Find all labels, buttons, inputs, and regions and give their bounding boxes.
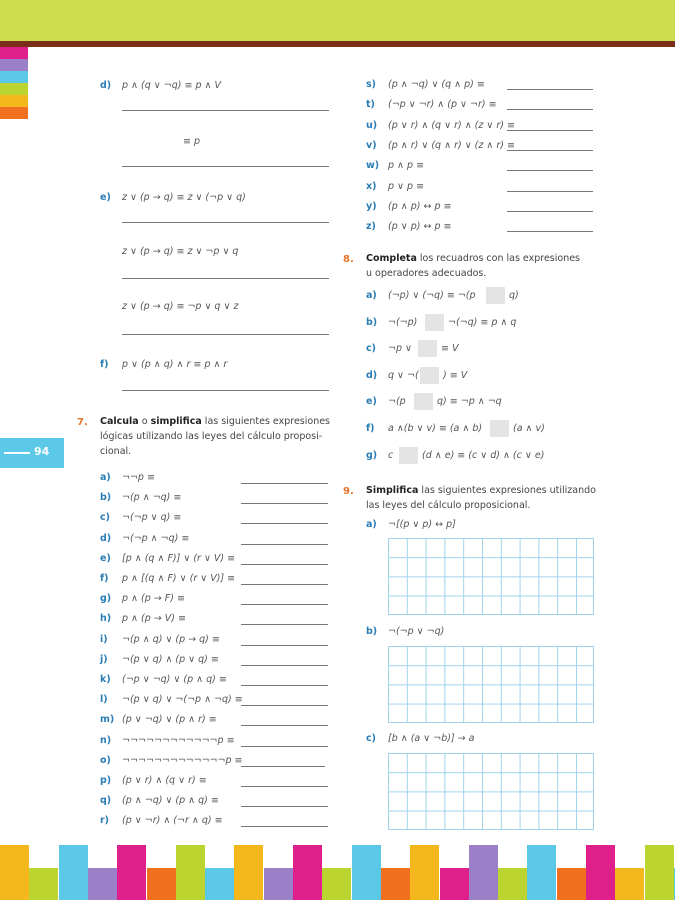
fill-in-box[interactable] <box>414 393 433 410</box>
fill-in-box[interactable] <box>486 287 505 304</box>
bottom-stripe <box>0 845 29 900</box>
answer-line[interactable] <box>241 544 328 545</box>
item-label: f) <box>366 423 375 434</box>
item-label: n) <box>100 734 112 746</box>
bottom-stripe <box>381 868 410 900</box>
expression: (p ∨ p) ↔ p ≡ <box>388 221 452 233</box>
item-label: d) <box>100 80 112 91</box>
expression: (¬p ∨ ¬q) ∨ (p ∧ q) ≡ <box>122 674 227 685</box>
item-label: g) <box>100 593 112 605</box>
expression-pre: q ∨ ¬( <box>388 369 419 381</box>
item-label: i) <box>100 633 108 645</box>
bottom-stripe <box>615 868 644 900</box>
answer-line[interactable] <box>241 705 328 706</box>
answer-line[interactable] <box>507 191 593 192</box>
bottom-color-bar <box>0 845 675 900</box>
bottom-stripe <box>29 868 58 900</box>
answer-line[interactable] <box>507 231 593 232</box>
expression: p ∧ p ≡ <box>388 160 425 172</box>
bottom-stripe <box>147 868 176 900</box>
answer-line[interactable] <box>507 170 593 171</box>
expression-post: q) ≡ ¬p ∧ ¬q <box>437 396 502 408</box>
expression-post: ≡ V <box>441 343 459 355</box>
exercise-9-instructions <box>366 483 598 513</box>
answer-line[interactable] <box>241 604 328 605</box>
item-label: k) <box>100 674 111 685</box>
expression: p ∨ (p ∧ q) ∧ r ≡ p ∧ r <box>122 359 228 370</box>
text: o <box>138 416 151 427</box>
answer-grid[interactable] <box>388 538 594 615</box>
item-label: b) <box>366 626 378 637</box>
expression: ¬¬¬¬¬¬¬¬¬¬¬¬¬p ≡ <box>122 754 243 766</box>
answer-line[interactable] <box>122 166 329 167</box>
item-label: a) <box>100 472 111 483</box>
item-label: e) <box>366 396 377 408</box>
expression: p ∨ p ≡ <box>388 180 425 192</box>
side-stripe <box>0 83 28 95</box>
answer-grid[interactable] <box>388 753 594 830</box>
item-label: z) <box>366 221 376 233</box>
tab-line <box>4 452 30 454</box>
expression: ¬¬¬¬¬¬¬¬¬¬¬¬p ≡ <box>122 734 235 746</box>
item-label: c) <box>366 343 376 355</box>
expression-post: (a ∧ v) <box>513 423 545 434</box>
text: lógicas utilizando las leyes del cálculo proposi- <box>100 431 323 442</box>
expression: (p ∨ ¬q) ∨ (p ∧ r) ≡ <box>122 714 217 726</box>
side-color-stripes <box>0 47 28 119</box>
expression: ¬(p ∨ q) ∨ ¬(¬p ∧ ¬q) ≡ <box>122 694 243 706</box>
answer-line[interactable] <box>241 746 328 747</box>
item-label: e) <box>100 552 111 564</box>
item-label: w) <box>366 160 380 172</box>
expression: p ∧ (p → V) ≡ <box>122 613 186 625</box>
item-label: a) <box>366 290 377 301</box>
side-stripe <box>0 47 28 59</box>
side-stripe <box>0 95 28 107</box>
bottom-stripe <box>645 845 674 900</box>
expression: (p ∨ r) ∧ (q ∨ r) ≡ <box>122 775 207 786</box>
bottom-stripe <box>557 868 586 900</box>
answer-line[interactable] <box>241 503 328 504</box>
expression: (p ∧ ¬q) ∨ (p ∧ q) ≡ <box>122 795 219 807</box>
bottom-stripe <box>469 845 498 900</box>
expression-pre: ¬(¬p) <box>388 316 418 328</box>
item-label: u) <box>366 119 378 131</box>
answer-line[interactable] <box>507 130 593 131</box>
item-label: f) <box>100 359 109 370</box>
expression: ¬(¬p ∨ ¬q) <box>388 626 445 637</box>
item-label: o) <box>100 754 111 766</box>
expression: p ∧ (p → F) ≡ <box>122 593 185 605</box>
side-stripe <box>0 107 28 119</box>
answer-line[interactable] <box>241 523 328 524</box>
expression-pre: (¬p) ∨ (¬q) ≡ ¬(p <box>388 290 476 301</box>
expression: (p ∨ r) ∧ (q ∨ r) ∧ (z ∨ r) ≡ <box>388 119 515 131</box>
text: cional. <box>100 446 132 457</box>
bottom-stripe <box>410 845 439 900</box>
exercise-8-number: 8. <box>343 254 354 265</box>
item-label: x) <box>366 180 377 192</box>
fill-in-box[interactable] <box>490 420 509 437</box>
answer-line[interactable] <box>241 584 328 585</box>
item-label: a) <box>366 519 377 530</box>
answer-line[interactable] <box>122 222 329 223</box>
expression: [p ∧ (q ∧ F)] ∨ (r ∨ V) ≡ <box>122 552 236 564</box>
expression-post: (d ∧ e) ≡ (c ∨ d) ∧ (c ∨ e) <box>422 449 545 461</box>
fill-in-box[interactable] <box>418 340 437 357</box>
keyword: Completa <box>366 253 417 264</box>
item-label: g) <box>366 449 378 461</box>
expression: ¬(p ∨ q) ∧ (p ∨ q) ≡ <box>122 653 219 665</box>
expression: p ∧ [(q ∧ F) ∨ (r ∨ V)] ≡ <box>122 573 236 584</box>
answer-line[interactable] <box>241 564 328 565</box>
bottom-stripe <box>176 845 205 900</box>
expression: (¬p ∨ ¬r) ∧ (p ∨ ¬r) ≡ <box>388 99 497 111</box>
exercise-8-instructions <box>366 251 598 281</box>
item-label: d) <box>366 369 378 381</box>
item-label: r) <box>100 815 110 827</box>
fill-in-box[interactable] <box>399 447 418 464</box>
page-number: 94 <box>34 445 50 458</box>
item-label: s) <box>366 79 376 90</box>
answer-line[interactable] <box>241 483 328 484</box>
expression-pre: ¬(p <box>388 396 406 408</box>
bottom-stripe <box>205 868 234 900</box>
item-label: f) <box>100 573 109 584</box>
top-color-band <box>0 0 675 41</box>
answer-line[interactable] <box>241 826 328 827</box>
item-label: m) <box>100 714 115 726</box>
fill-in-box[interactable] <box>420 367 439 384</box>
answer-line[interactable] <box>122 110 329 111</box>
answer-line[interactable] <box>122 334 329 335</box>
bottom-stripe <box>498 868 527 900</box>
expression-pre: ¬p ∨ <box>388 343 412 355</box>
expression-pre: a ∧(b ∨ v) ≡ (a ∧ b) <box>388 423 483 434</box>
item-label: c) <box>366 733 376 744</box>
item-label: q) <box>100 795 112 807</box>
side-stripe <box>0 59 28 71</box>
item-label: b) <box>366 316 378 328</box>
exercise-9-number: 9. <box>343 486 354 497</box>
text: las siguientes expresiones utilizando <box>418 485 596 496</box>
text: u operadores adecuados. <box>366 268 487 279</box>
expression: ¬[(p ∨ p) ↔ p] <box>388 519 456 530</box>
bottom-stripe <box>527 845 556 900</box>
bottom-stripe <box>59 845 88 900</box>
exercise-7-number: 7. <box>77 417 88 428</box>
text: las leyes del cálculo proposicional. <box>366 500 531 511</box>
expression: (p ∧ ¬q) ∨ (q ∧ p) ≡ <box>388 79 485 90</box>
item-label: v) <box>366 139 377 151</box>
expression-post: q) <box>509 290 519 301</box>
item-label: c) <box>100 512 110 524</box>
bottom-stripe <box>586 845 615 900</box>
item-label: j) <box>100 653 108 665</box>
text: las siguientes expresiones <box>201 416 331 427</box>
text: los recuadros con las expresiones <box>416 253 581 264</box>
bottom-stripe <box>440 868 469 900</box>
answer-line[interactable] <box>507 150 593 151</box>
expression: z ∨ (p → q) ≡ z ∨ ¬p ∨ q <box>122 246 239 257</box>
top-rule <box>0 41 675 47</box>
answer-line[interactable] <box>241 624 328 625</box>
bottom-stripe <box>322 868 351 900</box>
answer-line[interactable] <box>507 109 593 110</box>
bottom-stripe <box>234 845 263 900</box>
expression: ¬(p ∧ ¬q) ≡ <box>122 492 182 504</box>
keyword: simplifica <box>150 416 202 427</box>
expression: (p ∧ r) ∨ (q ∧ r) ∨ (z ∧ r) ≡ <box>388 139 515 151</box>
answer-line[interactable] <box>241 806 328 807</box>
keyword: Simplifica <box>366 485 419 496</box>
bottom-stripe <box>88 868 117 900</box>
answer-line[interactable] <box>507 89 593 90</box>
expression-post: ) ≡ V <box>443 369 468 381</box>
item-label: l) <box>100 694 108 706</box>
expression: ¬¬p ≡ <box>122 472 155 483</box>
item-label: t) <box>366 99 375 111</box>
answer-line[interactable] <box>241 645 328 646</box>
bottom-stripe <box>264 868 293 900</box>
expression-post: ¬(¬q) ≡ p ∧ q <box>448 316 517 328</box>
expression: ¬(p ∧ q) ∨ (p → q) ≡ <box>122 633 220 645</box>
expression: p ∧ (q ∨ ¬q) ≡ p ∧ V <box>122 80 221 91</box>
answer-line[interactable] <box>241 725 328 726</box>
item-label: h) <box>100 613 112 625</box>
item-label: d) <box>100 532 112 544</box>
answer-line[interactable] <box>241 786 328 787</box>
answer-line[interactable] <box>241 685 328 686</box>
bottom-stripe <box>293 845 322 900</box>
answer-line[interactable] <box>122 278 329 279</box>
expression: ¬(¬p ∨ q) ≡ <box>122 512 182 524</box>
answer-line[interactable] <box>507 211 593 212</box>
answer-line[interactable] <box>241 766 325 767</box>
expression: (p ∧ p) ↔ p ≡ <box>388 200 452 212</box>
expression: [b ∧ (a ∨ ¬b)] → a <box>388 733 475 744</box>
answer-line[interactable] <box>122 390 329 391</box>
side-stripe <box>0 71 28 83</box>
expression: z ∨ (p → q) ≡ z ∨ (¬p ∨ q) <box>122 192 246 203</box>
answer-line[interactable] <box>241 665 328 666</box>
expression: (p ∨ ¬r) ∧ (¬r ∧ q) ≡ <box>122 815 223 827</box>
item-label: e) <box>100 192 111 203</box>
item-label: b) <box>100 492 112 504</box>
item-label: p) <box>100 775 112 786</box>
keyword: Calcula <box>100 416 139 427</box>
fill-in-box[interactable] <box>425 314 444 331</box>
item-label: y) <box>366 200 377 212</box>
page-number-tab <box>0 438 64 468</box>
expression: ¬(¬p ∧ ¬q) ≡ <box>122 532 190 544</box>
bottom-stripe <box>117 845 146 900</box>
expression: z ∨ (p → q) ≡ ¬p ∨ q ∨ z <box>122 301 239 312</box>
expression: ≡ p <box>183 136 201 147</box>
bottom-stripe <box>352 845 381 900</box>
exercise-7-instructions <box>100 414 330 459</box>
expression-pre: c <box>388 449 394 461</box>
answer-grid[interactable] <box>388 646 594 723</box>
